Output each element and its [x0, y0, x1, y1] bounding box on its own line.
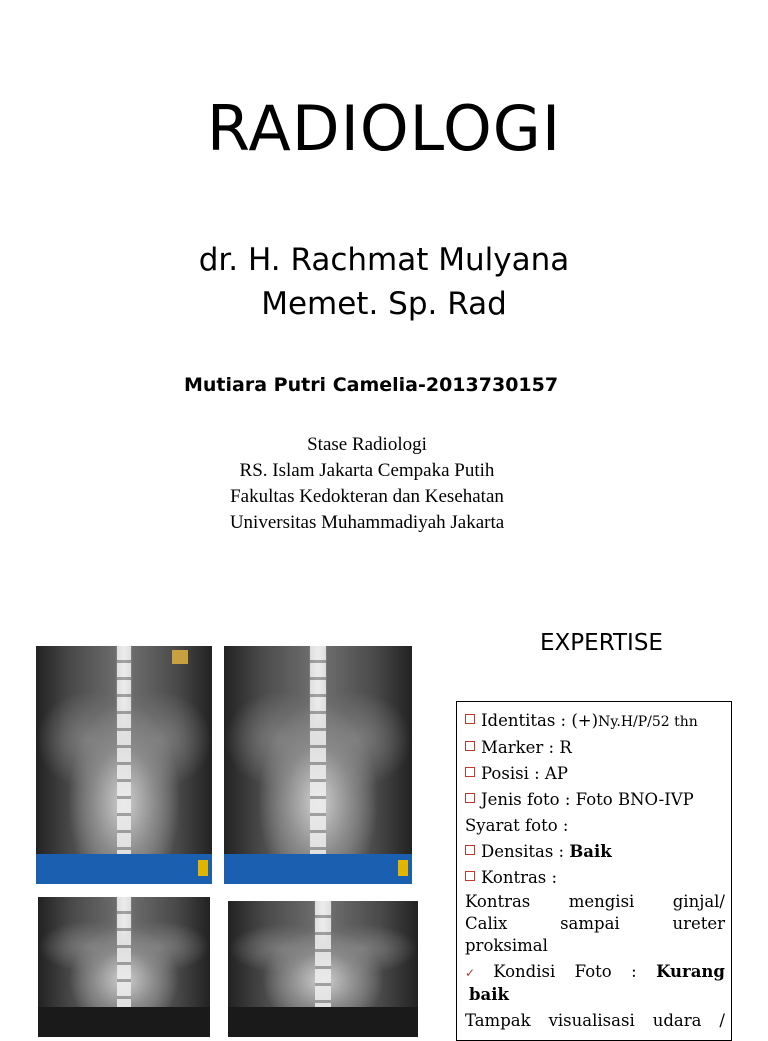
author-line-1: dr. H. Rachmat Mulyana [198, 242, 570, 278]
institution-block [0, 432, 734, 536]
list-item: Jenis foto : Foto BNO-IVP [465, 787, 725, 813]
square-bullet-icon [465, 845, 475, 855]
square-bullet-icon [465, 871, 475, 881]
kontras-description-line: proksimal [465, 936, 548, 955]
list-item: Kontras : [465, 865, 725, 891]
expertise-box [456, 701, 732, 1041]
student-name: Mutiara Putri Camelia-2013730157 [184, 374, 559, 396]
kontras-description-line: Calix sampai ureter [465, 914, 725, 933]
xray-image-4 [228, 901, 418, 1037]
square-bullet-icon [465, 714, 475, 724]
xray-image-2 [224, 646, 412, 884]
institution-line: Stase Radiologi [307, 434, 427, 455]
list-item: ✓ Kondisi Foto : Kurang [465, 962, 725, 981]
institution-line: RS. Islam Jakarta Cempaka Putih [239, 460, 495, 481]
expertise-heading: EXPERTISE [540, 630, 663, 656]
check-bullet-icon: ✓ [465, 966, 490, 980]
institution-line: Universitas Muhammadiyah Jakarta [229, 512, 505, 533]
xray-image-1 [36, 646, 212, 884]
list-item: Identitas : (+)Ny.H/P/52 thn [465, 708, 725, 735]
list-item: Posisi : AP [465, 761, 725, 787]
list-item: Syarat foto : [465, 816, 569, 835]
square-bullet-icon [465, 793, 475, 803]
kontras-description-line: Kontras mengisi ginjal/ [465, 892, 725, 911]
xray-image-3 [38, 897, 210, 1037]
square-bullet-icon [465, 741, 475, 751]
author-line-2: Memet. Sp. Rad [261, 286, 507, 322]
list-item: Marker : R [465, 735, 725, 761]
list-item: Densitas : Baik [465, 839, 725, 865]
list-item: Tampak visualisasi udara / [465, 1011, 725, 1030]
author-block [0, 238, 768, 326]
page-title: RADIOLOGI [206, 92, 562, 165]
institution-line: Fakultas Kedokteran dan Kesehatan [230, 486, 504, 507]
list-item-continued: baik [469, 985, 509, 1004]
square-bullet-icon [465, 767, 475, 777]
